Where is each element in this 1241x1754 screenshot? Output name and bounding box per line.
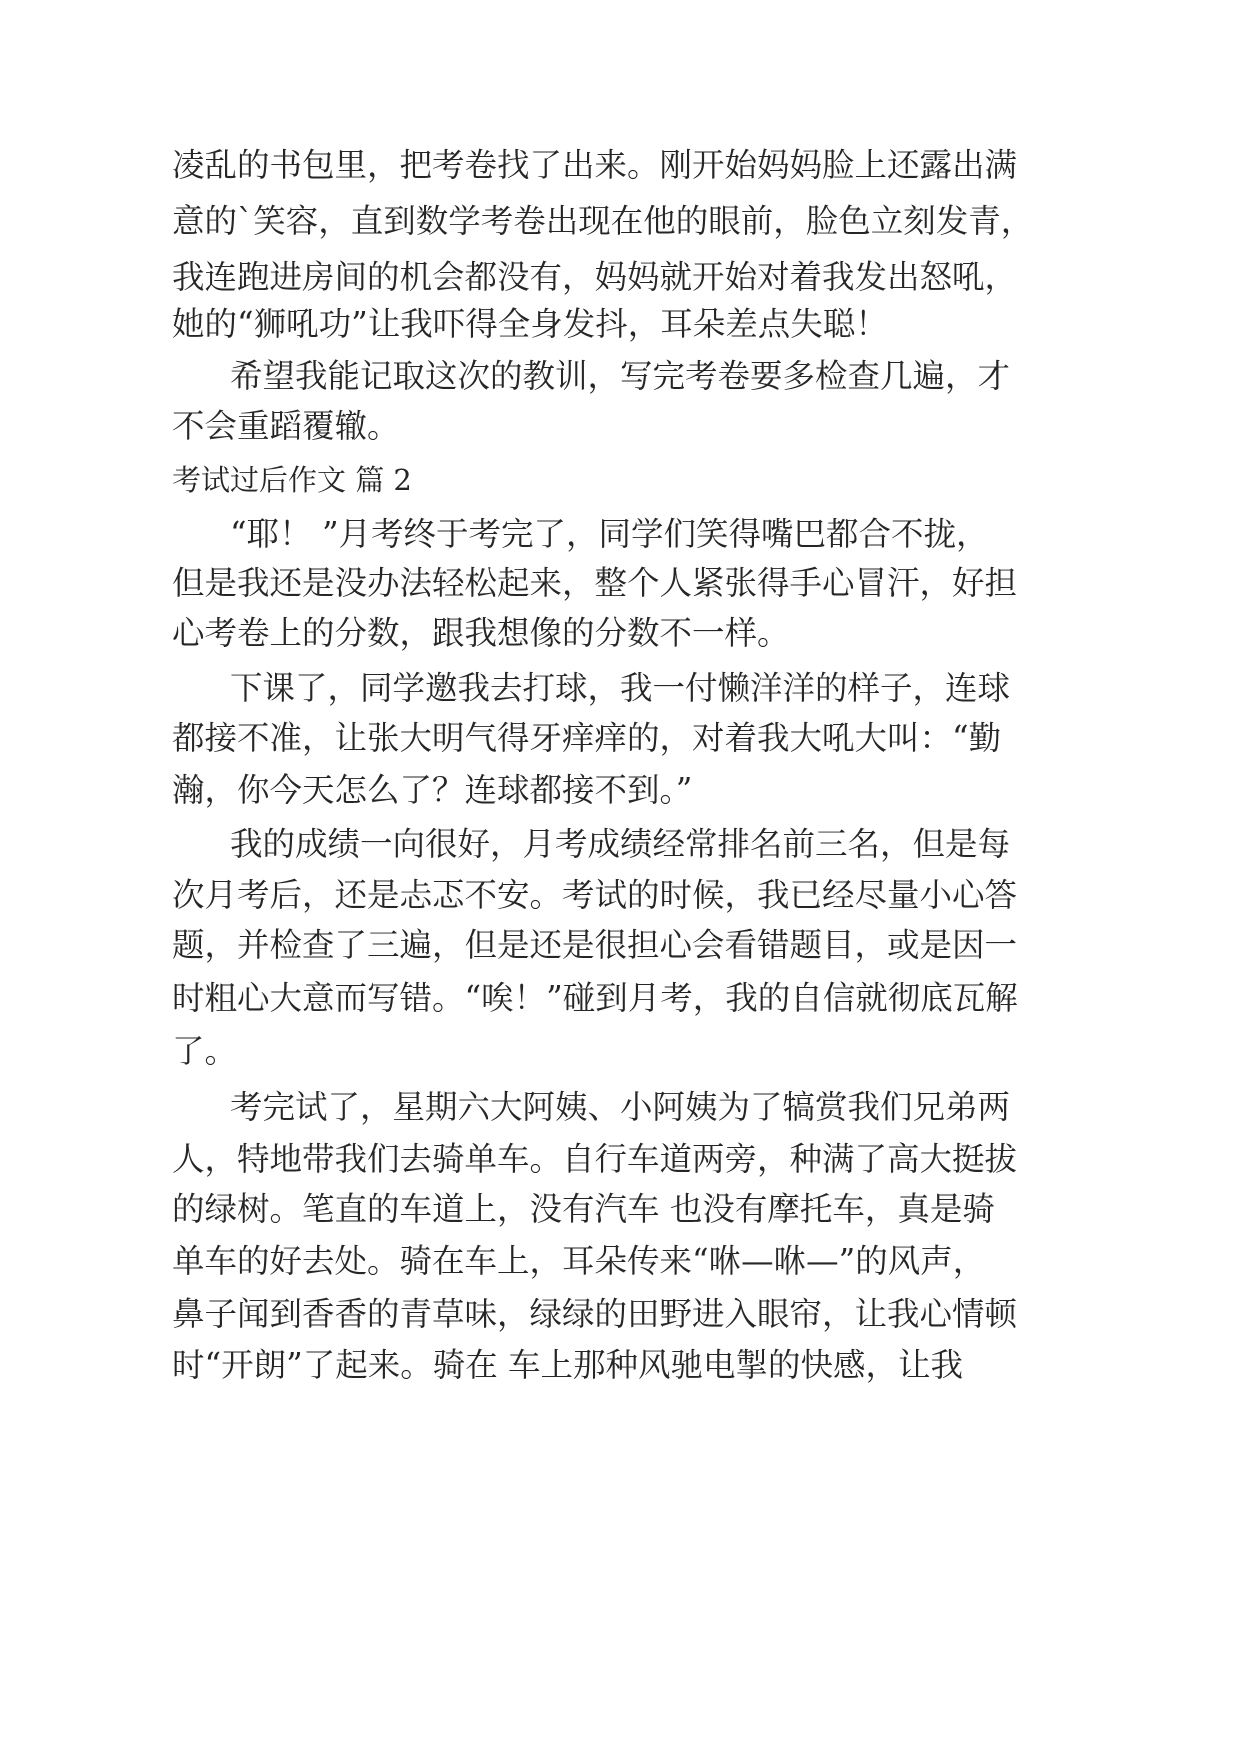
text-line: 她的“狮吼功”让我吓得全身发抖，耳朵差点失聪！ bbox=[172, 305, 888, 343]
text-line: 希望我能记取这次的教训，写完考卷要多检查几遍，才 bbox=[230, 357, 1011, 395]
text-line: 我的成绩一向很好，月考成绩经常排名前三名，但是每 bbox=[230, 825, 1011, 863]
text-line: 下课了，同学邀我去打球，我一付懒洋洋的样子，连球 bbox=[230, 669, 1011, 707]
text-line: 考完试了，星期六大阿姨、小阿姨为了犒赏我们兄弟两 bbox=[230, 1088, 1011, 1126]
text-line: 的绿树。笔直的车道上，没有汽车 也没有摩托车，真是骑 bbox=[172, 1190, 995, 1228]
text-line: 心考卷上的分数，跟我想像的分数不一样。 bbox=[172, 614, 790, 652]
text-line: 都接不准，让张大明气得牙痒痒的，对着我大吼大叫：“勤 bbox=[172, 719, 1002, 757]
text-line: 了。 bbox=[172, 1032, 238, 1070]
section-heading: 考试过后作文 篇 2 bbox=[172, 463, 412, 497]
text-line: 人，特地带我们去骑单车。自行车道两旁，种满了高大挺拔 bbox=[172, 1140, 1018, 1178]
text-line: 次月考后，还是忐忑不安。考试的时候，我已经尽量小心答 bbox=[172, 876, 1018, 914]
text-line: 题，并检查了三遍，但是还是很担心会看错题目，或是因一 bbox=[172, 926, 1018, 964]
text-line: 意的`笑容，直到数学考卷出现在他的眼前，脸色立刻发青， bbox=[172, 202, 1034, 240]
text-line: “耶！ ”月考终于考完了，同学们笑得嘴巴都合不拢， bbox=[230, 515, 989, 553]
text-line: 时粗心大意而写错。“唉！”碰到月考，我的自信就彻底瓦解 bbox=[172, 979, 1018, 1017]
text-line: 鼻子闻到香香的青草味，绿绿的田野进入眼帘，让我心情顿 bbox=[172, 1295, 1018, 1333]
text-line: 我连跑进房间的机会都没有，妈妈就开始对着我发出怒吼， bbox=[172, 258, 1018, 296]
text-line: 单车的好去处。骑在车上，耳朵传来“咻—咻—”的风声， bbox=[172, 1242, 986, 1280]
text-line: 时“开朗”了起来。骑在 车上那种风驰电掣的快感，让我 bbox=[172, 1346, 964, 1384]
text-line: 瀚，你今天怎么了？连球都接不到。” bbox=[172, 771, 693, 809]
text-line: 凌乱的书包里，把考卷找了出来。刚开始妈妈脸上还露出满 bbox=[172, 146, 1018, 184]
text-line: 不会重蹈覆辙。 bbox=[172, 407, 400, 445]
text-line: 但是我还是没办法轻松起来，整个人紧张得手心冒汗，好担 bbox=[172, 564, 1018, 602]
